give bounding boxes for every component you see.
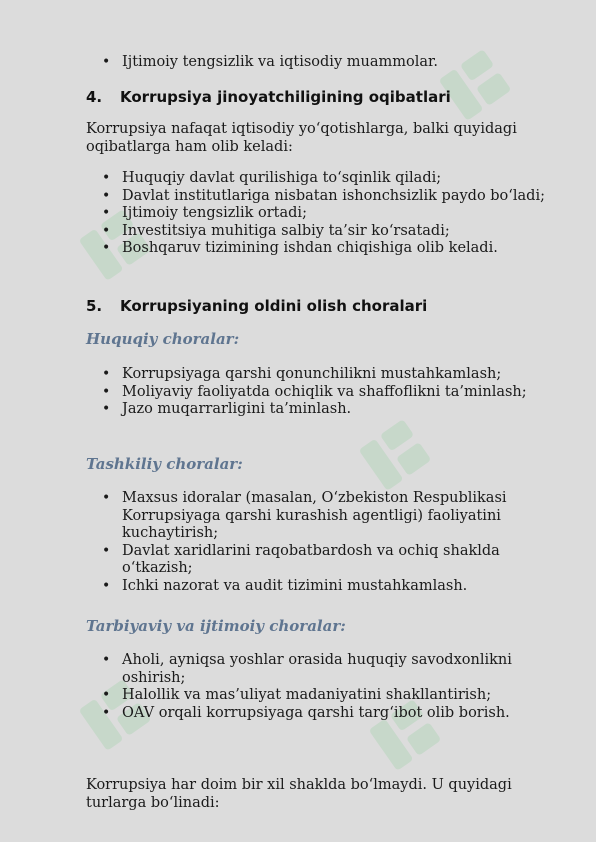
list-item: • Ichki nazorat va audit tizimini mustahkamlash.: [102, 577, 468, 594]
list-item: • Boshqaruv tizimining ishdan chiqishiga olib keladi.: [102, 240, 498, 256]
section-number: 5.: [86, 297, 103, 315]
group-list-block: [86, 652, 566, 722]
list-item: • Davlat xaridlarini raqobatbardosh va ochiq shaklda o‘tkazish;: [102, 542, 500, 576]
list-item: • Ijtimoiy tengsizlik va iqtisodiy muammolar.: [102, 54, 438, 70]
top-list-block: [86, 54, 566, 72]
subsection-heading: Tashkiliy choralar:: [86, 455, 243, 473]
bullet-icon: •: [102, 704, 111, 721]
list-item: • Davlat institutlariga nisbatan ishonchsizlik paydo bo‘ladi;: [102, 187, 545, 204]
list-item: • Maxsus idoralar (masalan, O‘zbekiston Respublikasi Korrupsiyaga qarshi kurashish agentligi) faoliyatini kuchaytirish;: [102, 490, 507, 541]
bullet-icon: •: [102, 54, 111, 70]
section-intro-paragraph: Korrupsiya nafaqat iqtisodiy yo‘qotishlarga, balki quyidagi oqibatlarga ham olib keladi:: [86, 121, 517, 155]
bullet-icon: •: [102, 187, 111, 204]
bullet-list: [86, 366, 566, 419]
bullet-icon: •: [102, 222, 111, 239]
list-item: • Investitsiya muhitiga salbiy ta’sir ko‘rsatadi;: [102, 222, 450, 239]
bullet-list: [86, 170, 566, 258]
bullet-icon: •: [102, 383, 111, 400]
bullet-icon: •: [102, 240, 111, 256]
bullet-icon: •: [102, 577, 111, 594]
bullet-list: [86, 490, 566, 595]
section-title: Korrupsiya jinoyatchiligining oqibatlari: [120, 88, 451, 106]
section-heading: [86, 297, 427, 315]
list-item: • Jazo muqarrarligini ta’minlash.: [102, 401, 352, 417]
bullet-icon: •: [102, 170, 111, 186]
bullet-list: [86, 54, 566, 72]
section4-list-block: [86, 170, 566, 258]
list-item: • Korrupsiyaga qarshi qonunchilikni mustahkamlash;: [102, 366, 502, 382]
section-heading: [86, 88, 451, 106]
group-list-block: [86, 366, 566, 419]
subsection-heading: Huquqiy choralar:: [86, 330, 240, 348]
bullet-icon: •: [102, 205, 111, 221]
closing-paragraph: Korrupsiya har doim bir xil shaklda bo‘lmaydi. U quyidagi turlarga bo‘linadi:: [86, 777, 512, 811]
bullet-icon: •: [102, 652, 111, 668]
list-item: • Ijtimoiy tengsizlik ortadi;: [102, 205, 307, 221]
section-number: 4.: [86, 88, 103, 106]
section-title: Korrupsiyaning oldini olish choralari: [120, 297, 428, 315]
list-item: • Huquqiy davlat qurilishiga to‘sqinlik qiladi;: [102, 170, 442, 186]
bullet-icon: •: [102, 366, 111, 382]
bullet-list: [86, 652, 566, 722]
list-item: • Halollik va mas’uliyat madaniyatini shakllantirish;: [102, 687, 492, 703]
bullet-icon: •: [102, 490, 111, 506]
list-item: • Moliyaviy faoliyatda ochiqlik va shaffoflikni ta’minlash;: [102, 383, 527, 400]
bullet-icon: •: [102, 401, 111, 417]
list-item: • OAV orqali korrupsiyaga qarshi targ‘ibot olib borish.: [102, 704, 510, 721]
bullet-icon: •: [102, 542, 111, 559]
bullet-icon: •: [102, 687, 111, 703]
subsection-heading: Tarbiyaviy va ijtimoiy choralar:: [86, 617, 346, 635]
group-list-block: [86, 490, 566, 595]
list-item: • Aholi, ayniqsa yoshlar orasida huquqiy savodxonlikni oshirish;: [102, 652, 512, 686]
